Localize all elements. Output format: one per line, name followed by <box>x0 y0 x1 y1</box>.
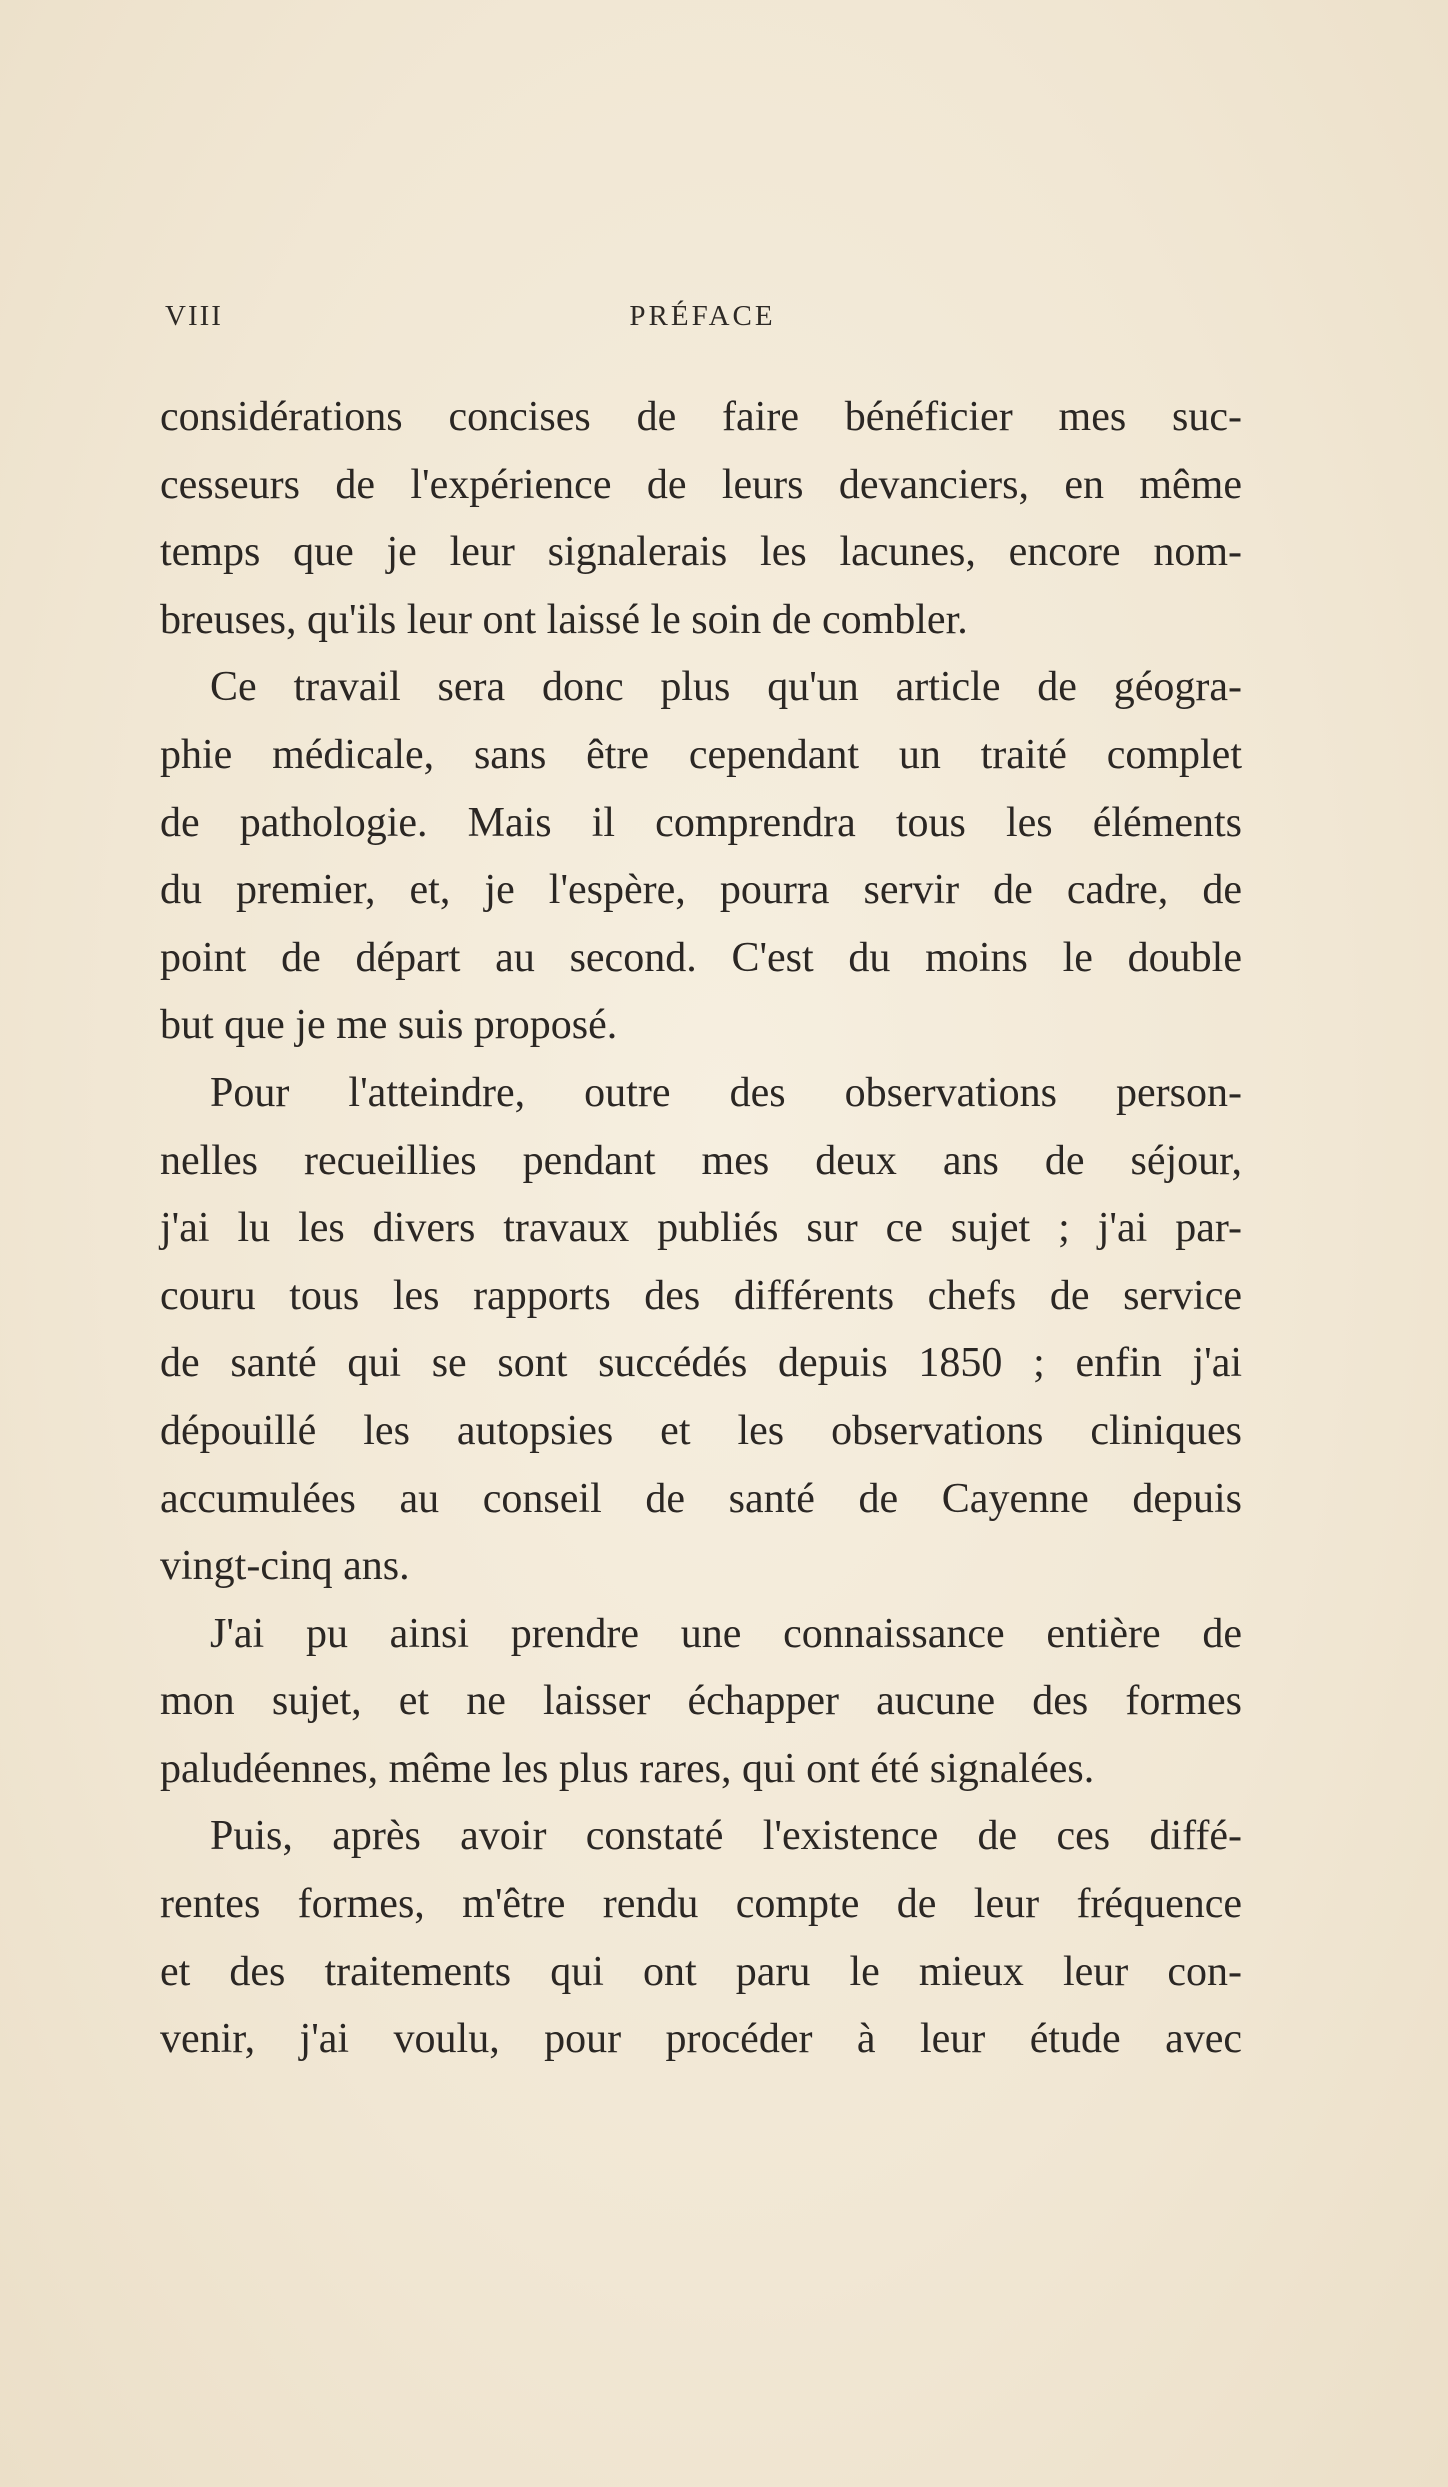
text-line: paludéennes, même les plus rares, qui ont été signalées. <box>160 1745 1095 1792</box>
running-head <box>165 300 1240 340</box>
text-line: j'ai lu les divers travaux publiés sur ce sujet ; j'ai par- <box>160 1205 1242 1252</box>
text-line: de pathologie. Mais il comprendra tous les éléments <box>160 799 1242 846</box>
text-line: but que je me suis proposé. <box>160 1002 618 1049</box>
text-line: J'ai pu ainsi prendre une connaissance entière de <box>210 1610 1242 1657</box>
text-line: venir, j'ai voulu, pour procéder à leur étude avec <box>160 2016 1242 2063</box>
text-line: rentes formes, m'être rendu compte de leur fréquence <box>160 1881 1242 1928</box>
text-line: Pour l'atteindre, outre des observations person- <box>210 1069 1242 1116</box>
text-line: Ce travail sera donc plus qu'un article de géogra- <box>210 664 1242 711</box>
body-text <box>160 384 1242 2074</box>
text-line: vingt-cinq ans. <box>160 1543 410 1590</box>
text-line: temps que je leur signalerais les lacunes, encore nom- <box>160 529 1242 576</box>
text-line: Puis, après avoir constaté l'existence de ces diffé- <box>210 1813 1242 1860</box>
text-line: mon sujet, et ne laisser échapper aucune des formes <box>160 1678 1242 1725</box>
text-line: breuses, qu'ils leur ont laissé le soin de combler. <box>160 596 968 643</box>
text-line: cesseurs de l'expérience de leurs devanciers, en même <box>160 461 1242 508</box>
text-line: nelles recueillies pendant mes deux ans de séjour, <box>160 1137 1242 1184</box>
running-title: PRÉFACE <box>629 300 776 332</box>
text-line: considérations concises de faire bénéficier mes suc- <box>160 394 1242 440</box>
text-line: de santé qui se sont succédés depuis 1850 ; enfin j'ai <box>160 1340 1242 1387</box>
text-line: couru tous les rapports des différents chefs de service <box>160 1272 1242 1319</box>
text-line: accumulées au conseil de santé de Cayenne depuis <box>160 1475 1242 1522</box>
text-line: et des traitements qui ont paru le mieux leur con- <box>160 1948 1242 1995</box>
text-line: phie médicale, sans être cependant un traité complet <box>160 731 1242 778</box>
text-line: point de départ au second. C'est du moins le double <box>160 934 1242 981</box>
page-number: VIII <box>165 300 223 332</box>
text-line: dépouillé les autopsies et les observations cliniques <box>160 1407 1242 1454</box>
text-line: du premier, et, je l'espère, pourra servir de cadre, de <box>160 867 1242 914</box>
